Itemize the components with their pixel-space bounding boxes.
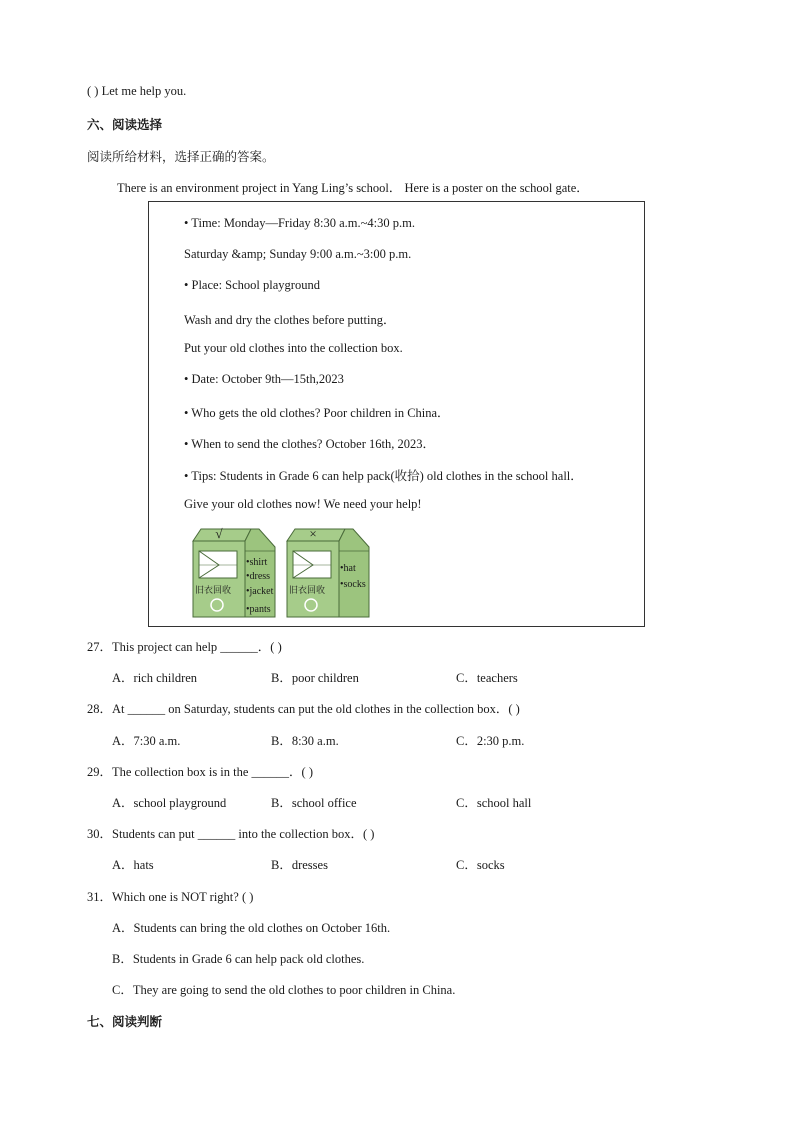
passage-intro: There is an environment project in Yang Ling’s school． Here is a poster on the school gate．	[117, 181, 589, 195]
question-29-option-b: B．school office	[271, 796, 357, 810]
answer-prompt-line: ( ) Let me help you.	[87, 84, 187, 98]
question-30-option-b: B．dresses	[271, 858, 328, 872]
poster-line-time: • Time: Monday—Friday 8:30 a.m.~4:30 p.m.	[184, 216, 415, 230]
question-27-option-a: A．rich children	[112, 671, 198, 685]
poster-line-give: Give your old clothes now! We need your help!	[184, 497, 422, 511]
section-six-heading: 六、阅读选择	[87, 117, 163, 132]
not-allowed-cross-icon: ×	[309, 527, 317, 541]
question-27-stem: 27．This project can help ______．( )	[87, 640, 282, 654]
question-27-option-b: B．poor children	[271, 671, 359, 685]
question-30-option-c: C．socks	[456, 858, 505, 872]
question-28-option-c: C．2:30 p.m.	[456, 734, 525, 748]
not-allowed-item-hat: •hat	[340, 563, 356, 574]
section-seven-heading: 七、阅读判断	[87, 1014, 163, 1029]
allowed-item-jacket: •jacket	[246, 586, 274, 597]
poster-line-put: Put your old clothes into the collection box.	[184, 341, 403, 355]
question-30-option-a: A．hats	[112, 858, 154, 872]
allowed-check-icon: √	[215, 527, 223, 541]
collection-box-allowed	[189, 527, 279, 621]
section-six-instruction: 阅读所给材料，选择正确的答案。	[87, 149, 275, 164]
question-28-option-a: A．7:30 a.m.	[112, 734, 181, 748]
question-28-option-b: B．8:30 a.m.	[271, 734, 339, 748]
poster-line-tips: • Tips: Students in Grade 6 can help pack(收拾) old clothes in the school hall．	[184, 469, 583, 483]
allowed-box-label: 旧衣回收	[195, 586, 232, 596]
poster-line-weekend: Saturday &amp; Sunday 9:00 a.m.~3:00 p.m.	[184, 247, 412, 261]
not-allowed-box-label: 旧衣回收	[289, 586, 326, 596]
question-31-option-c: C．They are going to send the old clothes to poor children in China.	[112, 983, 456, 997]
question-31-option-a: A．Students can bring the old clothes on October 16th.	[112, 921, 391, 935]
allowed-item-shirt: •shirt	[246, 557, 268, 568]
question-29-option-c: C．school hall	[456, 796, 532, 810]
question-30-stem: 30．Students can put ______ into the collection box．( )	[87, 827, 375, 841]
question-29-stem: 29．The collection box is in the ______．( )	[87, 765, 314, 779]
question-31-stem: 31．Which one is NOT right? ( )	[87, 890, 254, 904]
collection-box-not-allowed	[283, 527, 373, 621]
poster-box	[148, 201, 645, 627]
question-28-stem: 28．At ______ on Saturday, students can put the old clothes in the collection box．( )	[87, 702, 520, 716]
poster-line-date: • Date: October 9th—15th,2023	[184, 372, 344, 386]
allowed-item-pants: •pants	[246, 604, 271, 615]
poster-line-when: • When to send the clothes? October 16th, 2023．	[184, 437, 435, 451]
not-allowed-item-socks: •socks	[340, 579, 366, 590]
poster-line-who: • Who gets the old clothes? Poor children in China．	[184, 406, 450, 420]
poster-line-wash: Wash and dry the clothes before putting．	[184, 313, 396, 327]
allowed-item-dress: •dress	[246, 571, 271, 582]
question-29-option-a: A．school playground	[112, 796, 227, 810]
question-27-option-c: C．teachers	[456, 671, 518, 685]
poster-line-place: • Place: School playground	[184, 278, 320, 292]
question-31-option-b: B．Students in Grade 6 can help pack old clothes.	[112, 952, 365, 966]
